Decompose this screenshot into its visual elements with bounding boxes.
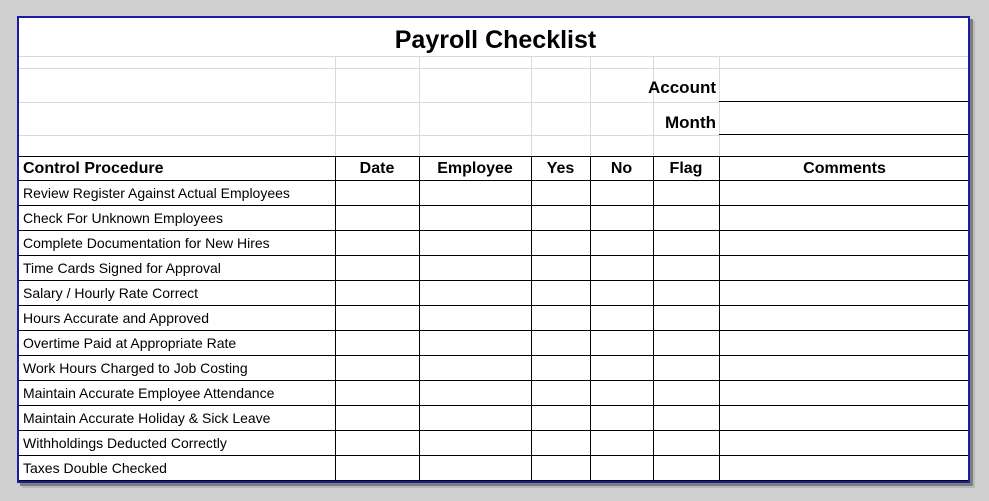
- cell-yes[interactable]: [532, 281, 590, 305]
- cell-flag[interactable]: [654, 231, 719, 255]
- cell-comments[interactable]: [720, 381, 970, 405]
- cell-no[interactable]: [591, 281, 653, 305]
- procedure-label: Overtime Paid at Appropriate Rate: [23, 335, 237, 351]
- cell-employee[interactable]: [420, 356, 531, 380]
- cell-flag[interactable]: [654, 256, 719, 280]
- cell-date[interactable]: [336, 306, 419, 330]
- cell-employee[interactable]: [420, 306, 531, 330]
- grid-line: [590, 56, 591, 157]
- column-header-comments: Comments: [803, 160, 886, 177]
- cell-no[interactable]: [591, 181, 653, 205]
- grid-line: [531, 56, 532, 157]
- cell-yes[interactable]: [532, 231, 590, 255]
- cell-date[interactable]: [336, 406, 419, 430]
- cell-flag[interactable]: [654, 331, 719, 355]
- cell-yes[interactable]: [532, 381, 590, 405]
- cell-no[interactable]: [591, 331, 653, 355]
- cell-date[interactable]: [336, 431, 419, 455]
- cell-date[interactable]: [336, 206, 419, 230]
- cell-date[interactable]: [336, 456, 419, 480]
- column-header-control-procedure: Control Procedure: [23, 160, 164, 177]
- checklist-sheet: [17, 16, 970, 483]
- cell-yes[interactable]: [532, 206, 590, 230]
- cell-employee[interactable]: [420, 431, 531, 455]
- cell-date[interactable]: [336, 231, 419, 255]
- cell-comments[interactable]: [720, 306, 970, 330]
- cell-employee[interactable]: [420, 281, 531, 305]
- cell-employee[interactable]: [420, 231, 531, 255]
- account-field[interactable]: [719, 101, 970, 102]
- cell-flag[interactable]: [654, 206, 719, 230]
- cell-employee[interactable]: [420, 381, 531, 405]
- table-line: [19, 156, 970, 157]
- grid-line: [19, 135, 719, 136]
- cell-flag[interactable]: [654, 306, 719, 330]
- cell-comments[interactable]: [720, 256, 970, 280]
- procedure-label: Hours Accurate and Approved: [23, 310, 210, 326]
- cell-no[interactable]: [591, 256, 653, 280]
- table-line: [19, 480, 970, 481]
- grid-line: [19, 68, 970, 69]
- cell-no[interactable]: [591, 381, 653, 405]
- cell-yes[interactable]: [532, 306, 590, 330]
- procedure-label: Check For Unknown Employees: [23, 210, 223, 226]
- cell-no[interactable]: [591, 456, 653, 480]
- cell-comments[interactable]: [720, 356, 970, 380]
- cell-flag[interactable]: [654, 356, 719, 380]
- cell-date[interactable]: [336, 256, 419, 280]
- cell-comments[interactable]: [720, 231, 970, 255]
- cell-no[interactable]: [591, 231, 653, 255]
- cell-comments[interactable]: [720, 331, 970, 355]
- procedure-label: Taxes Double Checked: [23, 460, 167, 476]
- cell-employee[interactable]: [420, 406, 531, 430]
- cell-flag[interactable]: [654, 281, 719, 305]
- cell-yes[interactable]: [532, 456, 590, 480]
- cell-date[interactable]: [336, 181, 419, 205]
- cell-comments[interactable]: [720, 456, 970, 480]
- cell-employee[interactable]: [420, 206, 531, 230]
- cell-no[interactable]: [591, 206, 653, 230]
- cell-date[interactable]: [336, 381, 419, 405]
- cell-no[interactable]: [591, 431, 653, 455]
- column-header-flag: Flag: [669, 160, 703, 177]
- cell-flag[interactable]: [654, 456, 719, 480]
- cell-no[interactable]: [591, 406, 653, 430]
- column-header-yes: Yes: [546, 160, 575, 177]
- column-header-no: No: [610, 160, 633, 177]
- procedure-label: Complete Documentation for New Hires: [23, 235, 270, 251]
- cell-date[interactable]: [336, 281, 419, 305]
- cell-comments[interactable]: [720, 406, 970, 430]
- cell-flag[interactable]: [654, 406, 719, 430]
- grid-line: [419, 56, 420, 157]
- cell-date[interactable]: [336, 331, 419, 355]
- grid-line: [719, 56, 720, 157]
- cell-yes[interactable]: [532, 181, 590, 205]
- month-label: Month: [665, 113, 716, 132]
- cell-flag[interactable]: [654, 431, 719, 455]
- procedure-label: Withholdings Deducted Correctly: [23, 435, 227, 451]
- cell-flag[interactable]: [654, 181, 719, 205]
- cell-yes[interactable]: [532, 256, 590, 280]
- cell-no[interactable]: [591, 356, 653, 380]
- account-label: Account: [648, 78, 716, 97]
- cell-comments[interactable]: [720, 431, 970, 455]
- cell-date[interactable]: [336, 356, 419, 380]
- column-header-date: Date: [359, 160, 395, 177]
- procedure-label: Review Register Against Actual Employees: [23, 185, 290, 201]
- procedure-label: Maintain Accurate Employee Attendance: [23, 385, 275, 401]
- page-title: Payroll Checklist: [394, 26, 597, 54]
- procedure-label: Time Cards Signed for Approval: [23, 260, 221, 276]
- cell-yes[interactable]: [532, 331, 590, 355]
- procedure-label: Work Hours Charged to Job Costing: [23, 360, 248, 376]
- table-line: [969, 156, 970, 481]
- grid-line: [19, 102, 719, 103]
- column-header-employee: Employee: [437, 160, 513, 177]
- procedure-label: Maintain Accurate Holiday & Sick Leave: [23, 410, 271, 426]
- grid-line: [653, 56, 654, 157]
- cell-no[interactable]: [591, 306, 653, 330]
- cell-employee[interactable]: [420, 181, 531, 205]
- cell-employee[interactable]: [420, 331, 531, 355]
- procedure-label: Salary / Hourly Rate Correct: [23, 285, 199, 301]
- grid-line: [19, 56, 970, 57]
- cell-comments[interactable]: [720, 281, 970, 305]
- grid-line: [335, 56, 336, 157]
- month-field[interactable]: [719, 134, 970, 135]
- cell-yes[interactable]: [532, 431, 590, 455]
- cell-yes[interactable]: [532, 356, 590, 380]
- cell-comments[interactable]: [720, 181, 970, 205]
- cell-yes[interactable]: [532, 406, 590, 430]
- cell-employee[interactable]: [420, 456, 531, 480]
- cell-comments[interactable]: [720, 206, 970, 230]
- cell-flag[interactable]: [654, 381, 719, 405]
- cell-employee[interactable]: [420, 256, 531, 280]
